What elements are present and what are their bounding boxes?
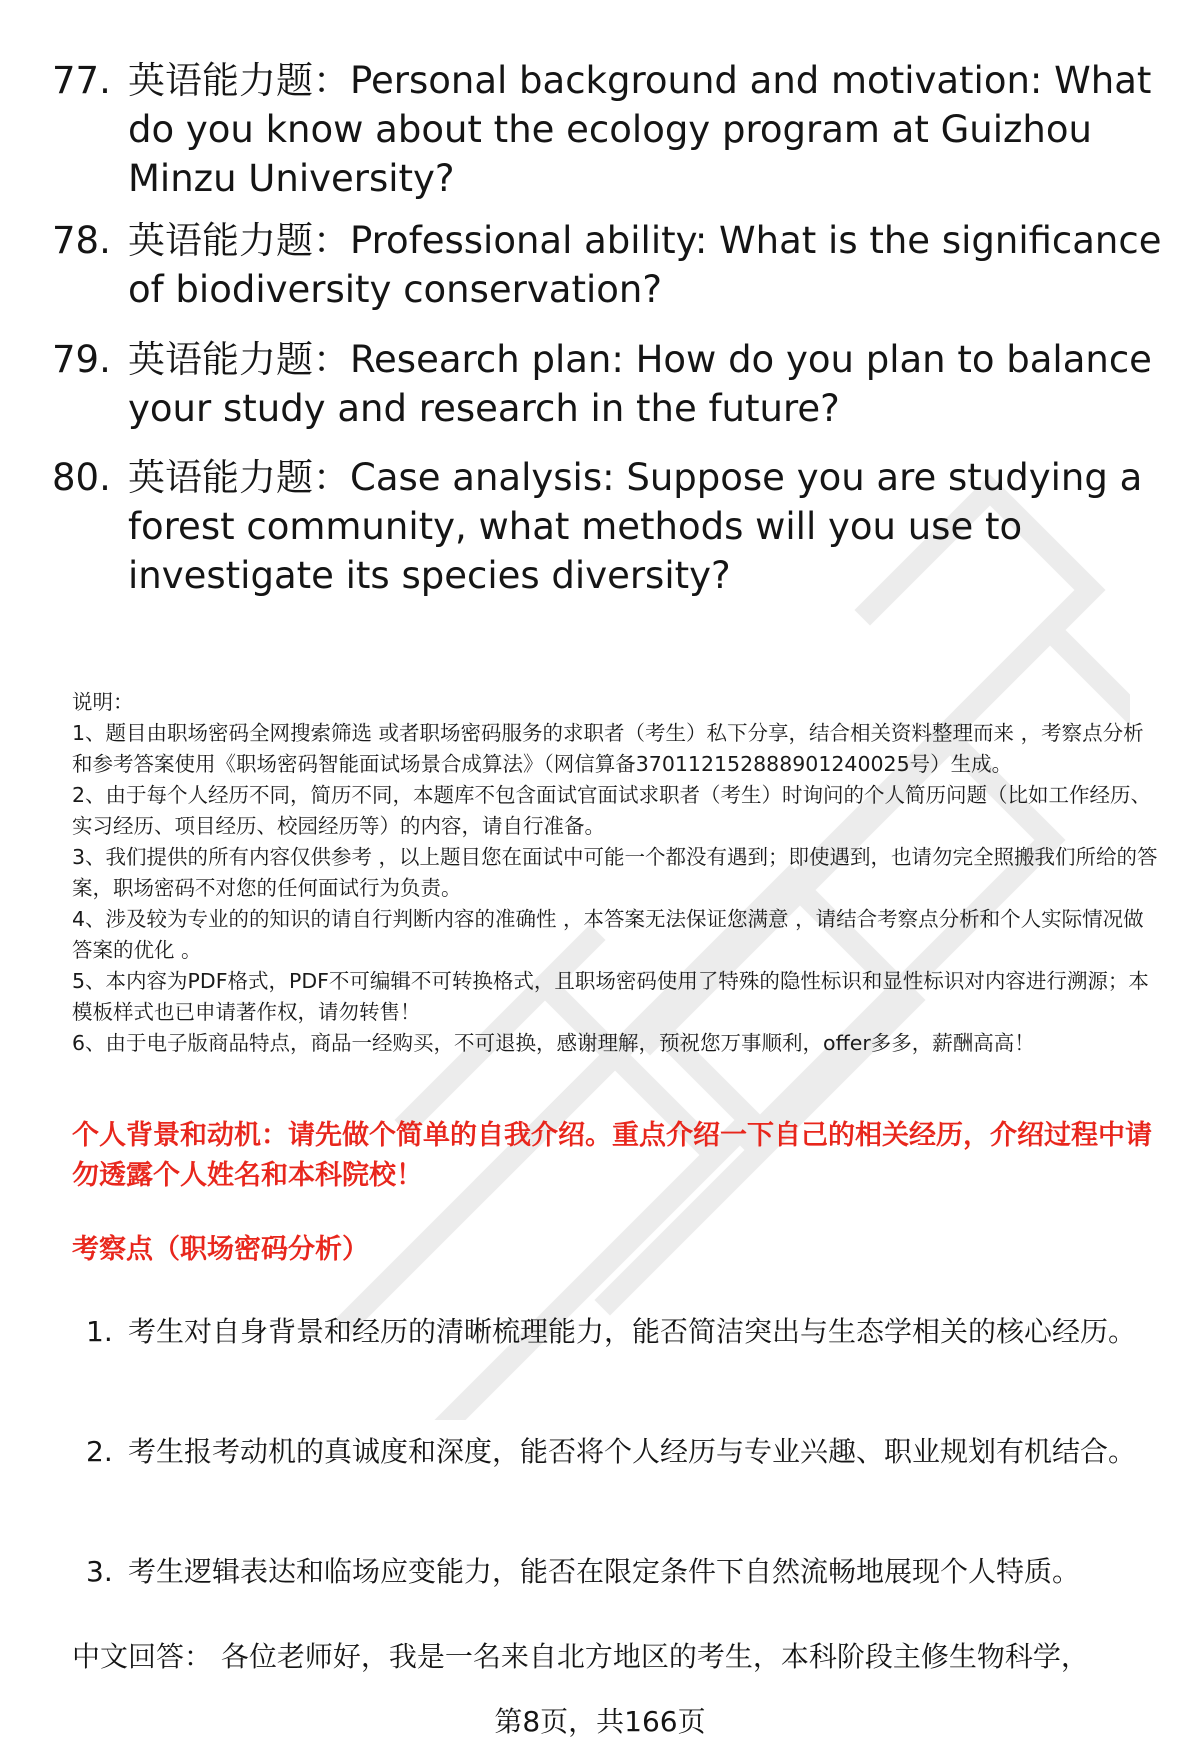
analysis-item-text: 考生对自身背景和经历的清晰梳理能力，能否简洁突出与生态学相关的核心经历。 bbox=[128, 1315, 1137, 1348]
question-number: 77. bbox=[52, 59, 111, 102]
note-item: 1、题目由职场密码全网搜索筛选 或者职场密码服务的求职者（考生）私下分享，结合相关资料整理而来 ，考察点分析和参考答案使用《职场密码智能面试场景合成算法》（网信算备370112152888901240025号）生成。 bbox=[72, 721, 1144, 776]
note-item: 5、本内容为PDF格式，PDF不可编辑不可转换格式，且职场密码使用了特殊的隐性标识和显性标识对内容进行溯源；本模板样式也已申请著作权，请勿转售！ bbox=[72, 969, 1149, 1024]
notes-title: 说明： bbox=[72, 690, 134, 714]
question-text: 英语能力题：Professional ability: What is the significance of biodiversity conservation? bbox=[128, 219, 1162, 311]
note-item: 3、我们提供的所有内容仅供参考 ，以上题目您在面试中可能一个都没有遇到；即使遇到，也请勿完全照搬我们所给的答案，职场密码不对您的任何面试行为负责。 bbox=[72, 845, 1158, 900]
analysis-item-number: 1. bbox=[86, 1315, 113, 1348]
question-number: 78. bbox=[52, 219, 111, 262]
note-item: 2、由于每个人经历不同，简历不同，本题库不包含面试官面试求职者（考生）时询问的个人简历问题（比如工作经历、实习经历、项目经历、校园经历等）的内容，请自行准备。 bbox=[72, 783, 1152, 838]
notes-section bbox=[72, 687, 1162, 1059]
main-question-heading: 个人背景和动机：请先做个简单的自我介绍。重点介绍一下自己的相关经历，介绍过程中请勿透露个人姓名和本科院校！ bbox=[72, 1120, 1152, 1191]
question-80 bbox=[52, 453, 1162, 600]
question-78 bbox=[52, 216, 1162, 314]
analysis-item-2 bbox=[72, 1422, 1162, 1482]
question-text: 英语能力题：Case analysis: Suppose you are studying a forest community, what methods will you use to investigate its species diversity? bbox=[128, 456, 1143, 597]
analysis-heading: 考察点（职场密码分析） bbox=[72, 1234, 369, 1265]
chinese-answer: 中文回答： 各位老师好，我是一名来自北方地区的考生，本科阶段主修生物科学， bbox=[72, 1640, 1089, 1673]
analysis-item-3 bbox=[72, 1542, 1162, 1602]
analysis-item-text: 考生报考动机的真诚度和深度，能否将个人经历与专业兴趣、职业规划有机结合。 bbox=[128, 1435, 1137, 1468]
analysis-item-number: 2. bbox=[86, 1435, 113, 1468]
page-footer: 第8页，共166页 bbox=[494, 1705, 706, 1738]
question-number: 79. bbox=[52, 338, 111, 381]
analysis-item-1 bbox=[72, 1302, 1162, 1362]
analysis-item-number: 3. bbox=[86, 1555, 113, 1588]
analysis-item-text: 考生逻辑表达和临场应变能力，能否在限定条件下自然流畅地展现个人特质。 bbox=[128, 1555, 1081, 1588]
note-item: 6、由于电子版商品特点，商品一经购买，不可退换，感谢理解，预祝您万事顺利，offer多多，薪酬高高！ bbox=[72, 1031, 1035, 1055]
question-77 bbox=[52, 56, 1162, 203]
note-item: 4、涉及较为专业的的知识的请自行判断内容的准确性 ，本答案无法保证您满意 ，请结合考察点分析和个人实际情况做答案的优化 。 bbox=[72, 907, 1144, 962]
question-79 bbox=[52, 335, 1162, 433]
question-text: 英语能力题：Personal background and motivation: What do you know about the ecology program at Guizhou Minzu University? bbox=[128, 59, 1152, 200]
question-text: 英语能力题：Research plan: How do you plan to balance your study and research in the future? bbox=[128, 338, 1152, 430]
question-number: 80. bbox=[52, 456, 111, 499]
